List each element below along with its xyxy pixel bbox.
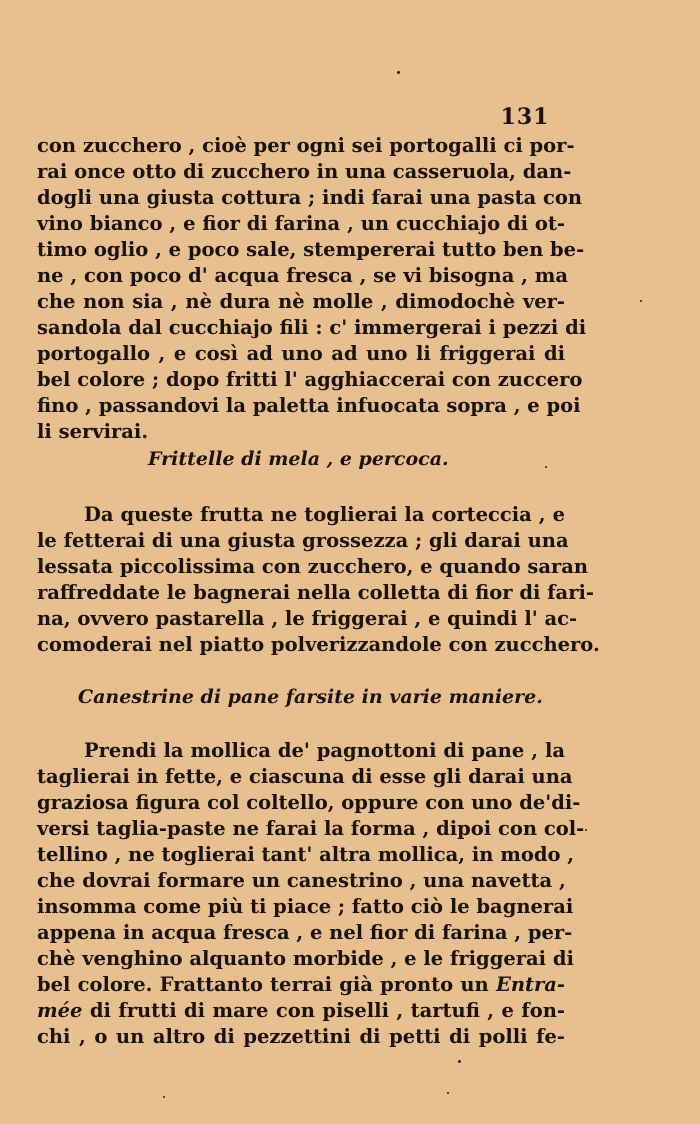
ink-speck [585,829,587,831]
text-line: comoderai nel piatto polverizzandole con zucchero. [37,633,600,656]
page-number: 131 [500,104,550,130]
text-line: tellino , ne toglierai tant' altra mollica, in modo , [37,843,575,866]
text-line-with-italic [37,998,565,1024]
text-line: rai once otto di zucchero in una casseruola, dan- [37,160,572,183]
text-line: chi , o un altro di pezzettini di petti di polli fe- [37,1025,565,1048]
recipe-paragraph [37,738,585,1050]
text-line-with-italic [37,972,565,998]
text-line: le fetterai di una giusta grossezza ; gli darai una [37,529,569,552]
text-line: raffreddate le bagnerai nella colletta di fior di fari- [37,581,594,604]
italic-word: Entra- [495,973,566,996]
text-segment: bel colore. Frattanto terrai già pronto un [37,973,489,996]
text-line: vino bianco , e fior di farina , un cucchiajo di ot- [37,212,565,235]
text-segment: di frutti di mare con piselli , tartufi , e fon- [82,999,565,1022]
ink-speck [640,300,642,302]
text-line: Prendi la mollica de' pagnottoni di pane , la [84,739,565,762]
ink-speck [447,1092,449,1094]
text-line: Da queste frutta ne toglierai la corteccia , e [84,503,565,526]
text-line: timo oglio , e poco sale, stempererai tutto ben be- [37,238,585,261]
text-line: versi taglia-paste ne farai la forma , dipoi con col- [37,817,585,840]
text-line: li servirai. [37,420,149,443]
text-line: sandola dal cucchiajo fili : c' immergerai i pezzi di [37,316,587,339]
recipe-heading: Canestrine di pane farsite in varie maniere. [78,686,543,708]
text-line: insomma come più ti piace ; fatto ciò le bagnerai [37,895,574,918]
text-line: lessata piccolissima con zucchero, e quando saran [37,555,589,578]
text-line: che dovrai formare un canestrino , una navetta , [37,869,566,892]
text-line: bel colore ; dopo fritti l' agghiaccerai con zuccero [37,368,583,391]
italic-word: mée [37,999,83,1022]
text-line: che non sia , nè dura nè molle , dimodochè ver- [37,290,565,313]
ink-speck [458,1060,461,1063]
text-line: dogli una giusta cottura ; indi farai una pasta con [37,186,583,209]
text-line: na, ovvero pastarella , le friggerai , e quindi l' ac- [37,607,578,630]
ink-speck [397,71,400,74]
text-line: taglierai in fette, e ciascuna di esse gli darai una [37,765,573,788]
text-line: appena in acqua fresca , e nel fior di farina , per- [37,921,573,944]
paragraph-continuation [37,133,587,445]
recipe-paragraph [37,502,600,658]
recipe-heading: Frittelle di mela , e percoca. [148,448,449,470]
text-line: chè venghino alquanto morbide , e le friggerai di [37,947,574,970]
text-line: fino , passandovi la paletta infuocata sopra , e poi [37,394,581,417]
text-line: ne , con poco d' acqua fresca , se vi bisogna , ma [37,264,568,287]
text-line: con zucchero , cioè per ogni sei portogalli ci por- [37,134,575,157]
text-line: portogallo , e così ad uno ad uno li friggerai di [37,342,565,365]
text-line: graziosa figura col coltello, oppure con uno de'di- [37,791,581,814]
ink-speck [163,1096,165,1098]
ink-speck [545,466,547,468]
